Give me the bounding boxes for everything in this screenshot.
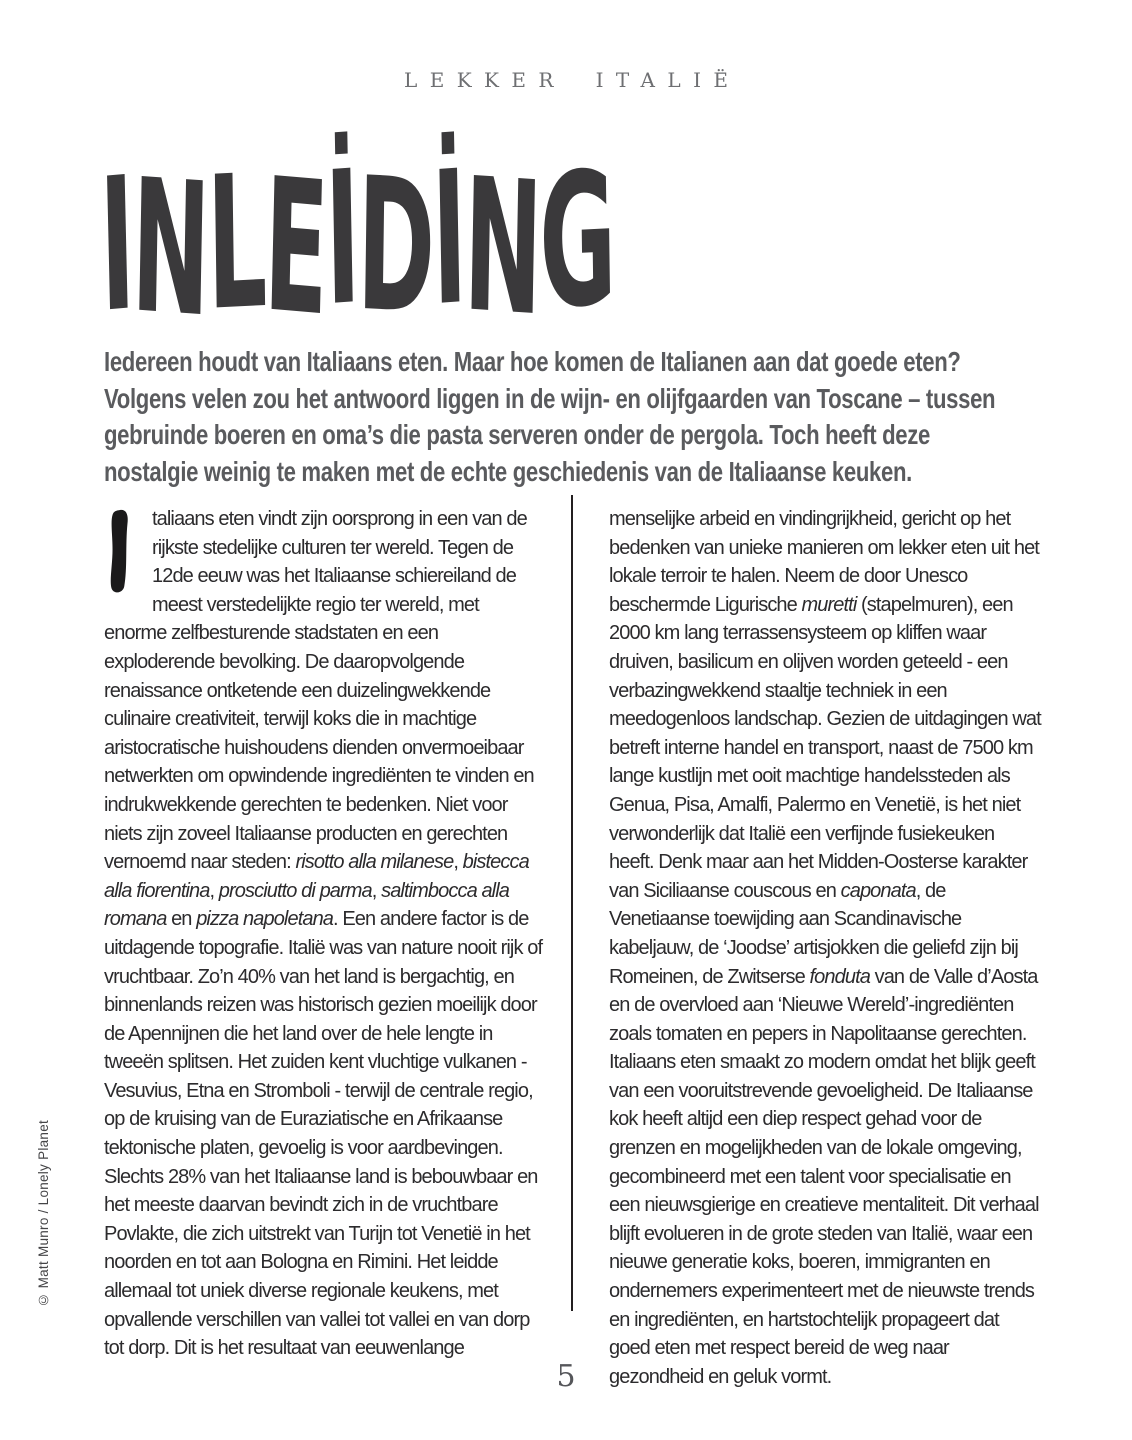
intro-line: Iedereen houdt van Italiaans eten. Maar hoe komen de Italianen aan dat goede eten? [104, 346, 961, 377]
title-letter: İ [323, 131, 360, 348]
photo-credit: © Matt Munro / Lonely Planet [36, 1120, 51, 1308]
title-letter: G [538, 132, 615, 351]
title-letter: I [97, 137, 135, 355]
left-column-text: taliaans eten vindt zijn oorsprong in een van de rijkste stedelijke culturen ter wereld. Tegen de 12de eeuw was het Italiaanse schiereiland de meest verstedelijkte regio ter wereld, met enorme zelfbesturende stadstaten en een exploderende bevolking. De daaropvolgende renaissance ontketende een duizelingwekkende culinaire creativiteit, terwijl koks die in machtige aristocratische huishoudens dienden onvermoeibaar netwerkten om opwindende ingrediënten te vinden en indrukwekkende gerechten te bedenken. Niet voor niets zijn zoveel Italiaanse producten en gerechten vernoemd naar steden: risotto alla milanese, bistecca alla fiorentina, prosciutto di parma, saltimbocca alla romana en pizza napoletana. Een andere factor is de uitdagende topografie. Italië was van nature nooit rijk of vruchtbaar. Zo’n 40% van het land is bergachtig, en binnenlands reizen was historisch gezien moeilijk door de Apennijnen die het land over de hele lengte in tweeën splitsen. Het zuiden kent vluchtige vulkanen - Vesuvius, Etna en Stromboli - terwijl de centrale regio, op de kruising van de Euraziatische en Afrikaanse tektonische platen, gevoelig is voor aardbevingen. Slechts 28% van het Italiaanse land is bebouwbaar en het meeste daarvan bevindt zich in de vruchtbare Povlakte, die zich uitstrekt van Turijn tot Venetië in het noorden en tot aan Bologna en Rimini. Het leidde allemaal tot uniek diverse regionale keukens, met opvallende verschillen van vallei tot vallei en van dorp tot dorp. Dit is het resultaat van eeuwenlange [104, 508, 543, 1360]
title-letter: E [261, 138, 328, 358]
intro-line: gebruinde boeren en oma’s die pasta serveren onder de pergola. Toch heeft deze [104, 419, 930, 450]
book-title: LEKKER ITALIË [404, 68, 741, 92]
title-letter: N [130, 139, 210, 359]
chapter-title [97, 131, 615, 359]
title-letter: İ [430, 131, 466, 348]
intro-line: Volgens velen zou het antwoord liggen in de wijn- en olijfgaarden van Toscane – tussen [104, 382, 996, 414]
running-header [0, 68, 1132, 92]
intro-line: nostalgie weinig te maken met de echte geschiedenis van de Italiaanse keuken. [104, 455, 912, 487]
intro-paragraph [104, 344, 1052, 490]
title-letter: D [355, 138, 434, 356]
title-letter: L [206, 135, 266, 353]
right-column [609, 505, 1041, 1391]
brush-stroke-i [104, 508, 136, 596]
right-column-text: menselijke arbeid en vindingrijkheid, gericht op het bedenken van unieke manieren om lekker eten uit het lokale terroir te halen. Neem de door Unesco beschermde Ligurische muretti (stapelmuren), een 2000 km lang terrassensysteem op kliffen waar druiven, basilicum en olijven worden geteeld - een verbazingwekkend staaltje techniek in een meedogenloos landschap. Gezien de uitdagingen wat betreft interne handel en transport, naast de 7500 km lange kustlijn met ooit machtige handelssteden als Genua, Pisa, Amalfi, Palermo en Venetië, is het niet verwonderlijk dat Italië een verfijnde fusiekeuken heeft. Denk maar aan het Midden-Oosterse karakter van Siciliaanse couscous en caponata, de Venetiaanse toewijding aan Scandinavische kabeljauw, de ‘Joodse’ artisjokken die geliefd zijn bij Romeinen, de Zwitserse fonduta van de Valle d’Aosta en de overvloed aan ‘Nieuwe Wereld’-ingrediënten zoals tomaten en pepers in Napolitaanse gerechten. Italiaans eten smaakt zo modern omdat het blijk geeft van een vooruitstrevende gevoeligheid. De Italiaanse kok heeft altijd een diep respect gehad voor de grenzen en mogelijkheden van de lokale omgeving, gecombineerd met een talent voor specialisatie en een nieuwsgierige en creatieve mentaliteit. Dit verhaal blijft evolueren in de grote steden van Italië, waar een nieuwe generatie koks, boeren, immigranten en ondernemers experimenteert met de nieuwste trends en ingrediënten, en hartstochtelijk propageert dat goed eten met respect bereid de weg naar gezondheid en geluk vormt. [609, 508, 1041, 1388]
article-columns [104, 505, 1064, 1391]
page-number: 5 [556, 1359, 576, 1394]
left-column [104, 505, 544, 1363]
column-divider [571, 495, 573, 1311]
dropcap-letter-i [104, 508, 136, 596]
title-letter: N [462, 138, 542, 358]
